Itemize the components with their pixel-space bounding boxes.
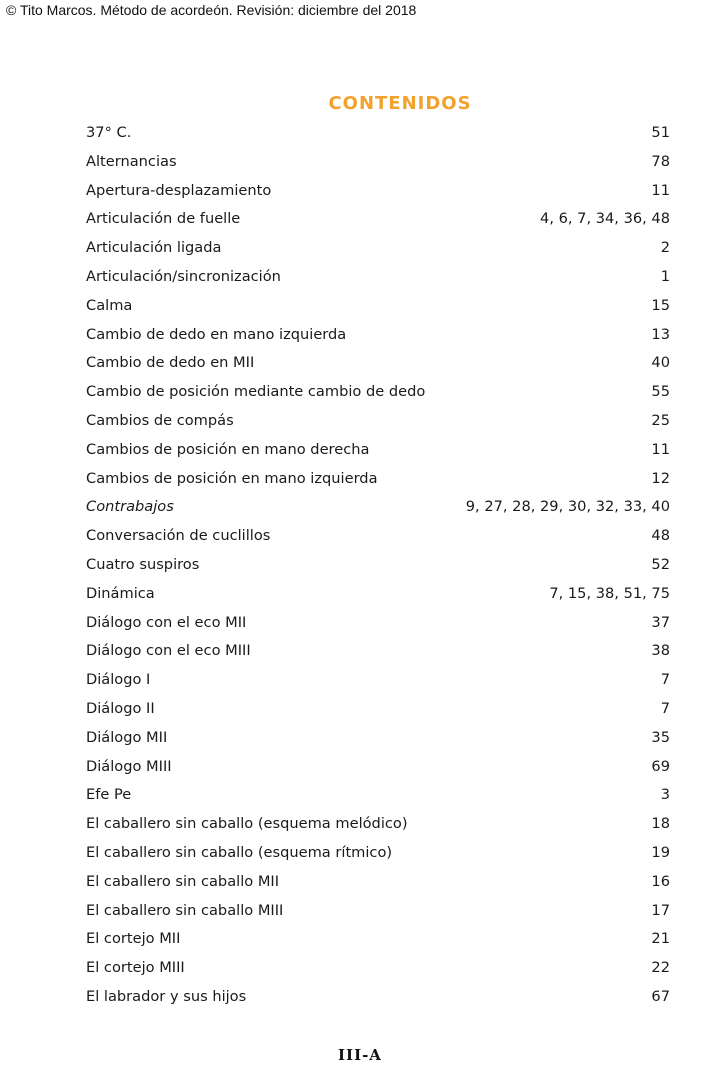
copyright-header: © Tito Marcos. Método de acordeón. Revisión: diciembre del 2018 (6, 2, 417, 18)
toc-entry-pages: 3 (660, 786, 670, 804)
toc-entry-title: Contrabajos (86, 498, 174, 516)
toc-entry-pages: 78 (651, 152, 670, 170)
toc-entry-pages: 55 (651, 383, 670, 401)
toc-entry-title: Diálogo MIII (86, 757, 172, 775)
toc-entry (86, 724, 670, 753)
toc-entry-title: Apertura-desplazamiento (86, 181, 272, 199)
toc-entry (86, 177, 670, 206)
toc-entry-title: El labrador y sus hijos (86, 987, 247, 1005)
toc-entry-title: Diálogo con el eco MII (86, 613, 247, 631)
toc-entry-title: Dinámica (86, 584, 155, 602)
toc-entry (86, 753, 670, 782)
toc-entry-pages: 7, 15, 38, 51, 75 (549, 584, 670, 602)
toc-entry (86, 695, 670, 724)
toc-entry-title: El cortejo MIII (86, 959, 185, 977)
toc-entry-title: Diálogo con el eco MIII (86, 642, 251, 660)
toc-entry-pages: 15 (651, 296, 670, 314)
toc-entry-pages: 37 (651, 613, 670, 631)
toc-entry (86, 378, 670, 407)
toc-entry-pages: 7 (660, 671, 670, 689)
toc-entry-pages: 25 (651, 411, 670, 429)
toc-entry (86, 580, 670, 609)
toc-entry-pages: 7 (660, 699, 670, 717)
toc-entry (86, 897, 670, 926)
toc-entry-pages: 11 (651, 181, 670, 199)
toc-entry (86, 263, 670, 292)
toc-entry-pages: 4, 6, 7, 34, 36, 48 (540, 210, 670, 228)
toc-entry (86, 925, 670, 954)
toc-entry (86, 666, 670, 695)
toc-entry (86, 810, 670, 839)
page-number: III-A (338, 1046, 382, 1064)
toc-entry-title: El cortejo MII (86, 930, 181, 948)
toc-entry (86, 839, 670, 868)
toc-entry-pages: 19 (651, 843, 670, 861)
toc-entry-pages: 1 (660, 267, 670, 285)
toc-entry-title: Cambios de posición en mano izquierda (86, 469, 378, 487)
toc-entry-pages: 51 (651, 124, 670, 141)
toc-entry-title: Cambios de compás (86, 411, 234, 429)
toc-entry-title: Cambio de dedo en MII (86, 354, 255, 372)
toc-entry-pages: 69 (651, 757, 670, 775)
toc-entry-title: Conversación de cuclillos (86, 527, 271, 545)
toc-entry-title: Cuatro suspiros (86, 555, 200, 573)
toc-entry-pages: 12 (651, 469, 670, 487)
toc-entry (86, 609, 670, 638)
toc-entry-title: El caballero sin caballo MIII (86, 901, 284, 919)
toc-entry-title: El caballero sin caballo (esquema melódico) (86, 815, 408, 833)
toc-entry (86, 493, 670, 522)
toc-entry (86, 781, 670, 810)
toc-entry (86, 868, 670, 897)
toc-entry-title: Diálogo I (86, 671, 151, 689)
toc-entry-pages: 18 (651, 815, 670, 833)
toc-entry-pages: 13 (651, 325, 670, 343)
toc-entry-title: 37° C. (86, 124, 132, 141)
toc-entry-title: Alternancias (86, 152, 177, 170)
toc-entry-pages: 22 (651, 959, 670, 977)
toc-entry-title: Articulación ligada (86, 239, 222, 257)
toc-entry-pages: 67 (651, 987, 670, 1005)
toc-entry-pages: 40 (651, 354, 670, 372)
toc-entry-title: El caballero sin caballo MII (86, 872, 280, 890)
toc-entry-title: Efe Pe (86, 786, 132, 804)
toc-entry-title: Cambio de dedo en mano izquierda (86, 325, 347, 343)
toc-entry-pages: 16 (651, 872, 670, 890)
toc-entry-pages: 21 (651, 930, 670, 948)
toc-entry (86, 465, 670, 494)
toc-entry-title: Articulación de fuelle (86, 210, 241, 228)
toc-entry-pages: 48 (651, 527, 670, 545)
toc-entry (86, 551, 670, 580)
toc-entry (86, 292, 670, 321)
page-title: contenidos (328, 86, 472, 115)
toc-entry (86, 637, 670, 666)
toc-entry-pages: 38 (651, 642, 670, 660)
toc-entry-pages: 9, 27, 28, 29, 30, 32, 33, 40 (465, 498, 670, 516)
toc-entry (86, 522, 670, 551)
toc-entry-pages: 2 (660, 239, 670, 257)
toc-entry (86, 321, 670, 350)
toc-entry (86, 119, 670, 148)
toc-entry (86, 983, 670, 1012)
toc-entry-pages: 52 (651, 555, 670, 573)
toc-entry (86, 148, 670, 177)
toc-entry-title: Articulación/sincronización (86, 267, 281, 285)
toc-entry-pages: 35 (651, 728, 670, 746)
toc-entry-title: El caballero sin caballo (esquema rítmico) (86, 843, 393, 861)
toc-entry-title: Cambio de posición mediante cambio de dedo (86, 383, 426, 401)
toc-entry-title: Calma (86, 296, 133, 314)
toc-entry (86, 349, 670, 378)
toc-entry (86, 407, 670, 436)
toc-entry-title: Diálogo II (86, 699, 155, 717)
toc-entry (86, 234, 670, 263)
toc-entry-title: Cambios de posición en mano derecha (86, 440, 370, 458)
toc-entry-title: Diálogo MII (86, 728, 168, 746)
toc-entry-pages: 11 (651, 440, 670, 458)
table-of-contents (86, 119, 670, 1012)
toc-entry (86, 205, 670, 234)
toc-entry (86, 954, 670, 983)
toc-entry (86, 436, 670, 465)
toc-entry-pages: 17 (651, 901, 670, 919)
